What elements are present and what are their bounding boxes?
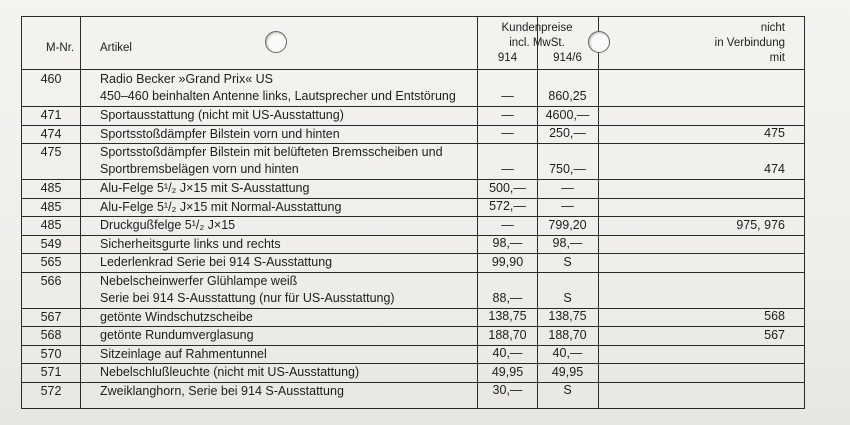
row-price-914-6: 138,75 [548,309,587,323]
header-kundenpreise: Kundenpreise [501,22,573,34]
header-mnr: M-Nr. [46,42,75,54]
row-price-914: 500,— [489,180,526,195]
row-mnr: 566 [40,273,62,288]
header-914: 914 [497,52,518,64]
row-artikel-line: getönte Windschutzscheibe [100,309,253,324]
header-incl-mwst: incl. MwSt. [509,37,565,49]
row-mnr: 571 [40,365,62,379]
row-artikel-line: Sportsstoßdämpfer Bilstein mit belüfteten Bremsscheiben und [100,145,443,159]
row-artikel-line: Sportsstoßdämpfer Bilstein vorn und hinten [100,126,340,141]
row-price-914-6: — [561,199,574,213]
row-price-914: 99,90 [491,254,524,269]
row-mnr: 471 [40,108,62,122]
row-price-914: 98,— [492,236,523,250]
row-price-914-6: — [561,180,574,195]
row-price-914: — [501,126,514,140]
header-914-6: 914/6 [553,52,582,64]
row-price-914-6: S [563,290,572,305]
row-artikel-line: Zweiklanghorn, Serie bei 914 S-Ausstattung [100,383,344,398]
row-price-914-6: 4600,— [545,107,590,122]
row-mnr: 549 [40,236,62,251]
row-mnr: 567 [40,309,62,324]
row-artikel-line: Sportausstattung (nicht mit US-Ausstattung) [100,108,344,122]
header-mit: mit [769,52,785,64]
header-in-verbindung: in Verbindung [714,37,785,49]
row-artikel-line: Sportbremsbelägen vorn und hinten [100,162,299,176]
row-price-914-6: S [563,383,572,397]
row-artikel-line: Lederlenkrad Serie bei 914 S-Ausstattung [100,255,333,269]
header-nicht: nicht [760,22,785,34]
row-price-914: 572,— [489,199,526,213]
row-mnr: 485 [40,218,62,232]
row-price-914: 188,70 [488,327,527,342]
row-price-914-6: 799,20 [548,217,587,232]
row-price-914-6: 49,95 [551,364,584,379]
column-divider [598,16,599,409]
row-price-914-6: 750,— [549,162,586,176]
row-mnr: 572 [40,383,62,398]
row-artikel-line: Sitzeinlage auf Rahmentunnel [100,346,267,361]
row-mnr: 570 [40,346,62,361]
row-artikel-line: Serie bei 914 S-Ausstattung (nur für US-Ausstattung) [100,290,395,305]
row-in-verbindung-mit: 475 [764,126,785,140]
row-in-verbindung-mit: 975, 976 [736,217,785,232]
row-price-914-6: 860,25 [548,89,587,103]
row-price-914: 40,— [492,346,523,360]
punch-hole [265,31,287,53]
row-price-914: 88,— [492,290,523,305]
row-price-914-6: 40,— [552,346,583,360]
row-price-914-6: S [563,254,572,269]
row-price-914: 138,75 [488,309,527,323]
row-mnr: 565 [40,255,62,269]
row-artikel-line: Nebelschlußleuchte (nicht mit US-Ausstattung) [100,365,360,379]
row-artikel-line: Nebelscheinwerfer Glühlampe weiß [100,273,298,288]
row-price-914: — [501,89,514,103]
row-artikel-line: Alu-Felge 5¹/₂ J×15 mit Normal-Ausstattung [100,199,342,214]
row-artikel-line: Radio Becker »Grand Prix« US [100,72,273,86]
row-mnr: 474 [40,126,62,141]
column-divider [80,16,81,409]
row-artikel-line: getönte Rundumverglasung [100,328,254,342]
row-artikel-line: Sicherheitsgurte links und rechts [100,236,281,251]
row-price-914: — [501,107,514,122]
header-divider [21,69,805,70]
header-artikel: Artikel [100,42,132,54]
row-artikel-line: 450–460 beinhalten Antenne links, Lautsprecher und Entstörung [100,89,456,103]
row-in-verbindung-mit: 568 [764,309,785,323]
row-artikel-line: Druckgußfelge 5¹/₂ J×15 [100,218,236,232]
row-mnr: 485 [40,181,62,195]
row-price-914-6: 250,— [549,126,586,140]
row-mnr: 475 [40,145,62,159]
row-mnr: 568 [40,328,62,342]
row-price-914: — [501,162,514,176]
row-price-914-6: 188,70 [548,327,587,342]
row-price-914-6: 98,— [552,236,583,250]
row-mnr: 460 [40,72,62,86]
row-artikel-line: Alu-Felge 5¹/₂ J×15 mit S-Ausstattung [100,181,310,195]
row-in-verbindung-mit: 567 [764,327,785,342]
row-mnr: 485 [40,199,62,214]
row-price-914: 49,95 [491,364,524,379]
row-price-914: — [501,217,514,232]
row-in-verbindung-mit: 474 [764,162,785,176]
row-price-914: 30,— [492,383,523,397]
